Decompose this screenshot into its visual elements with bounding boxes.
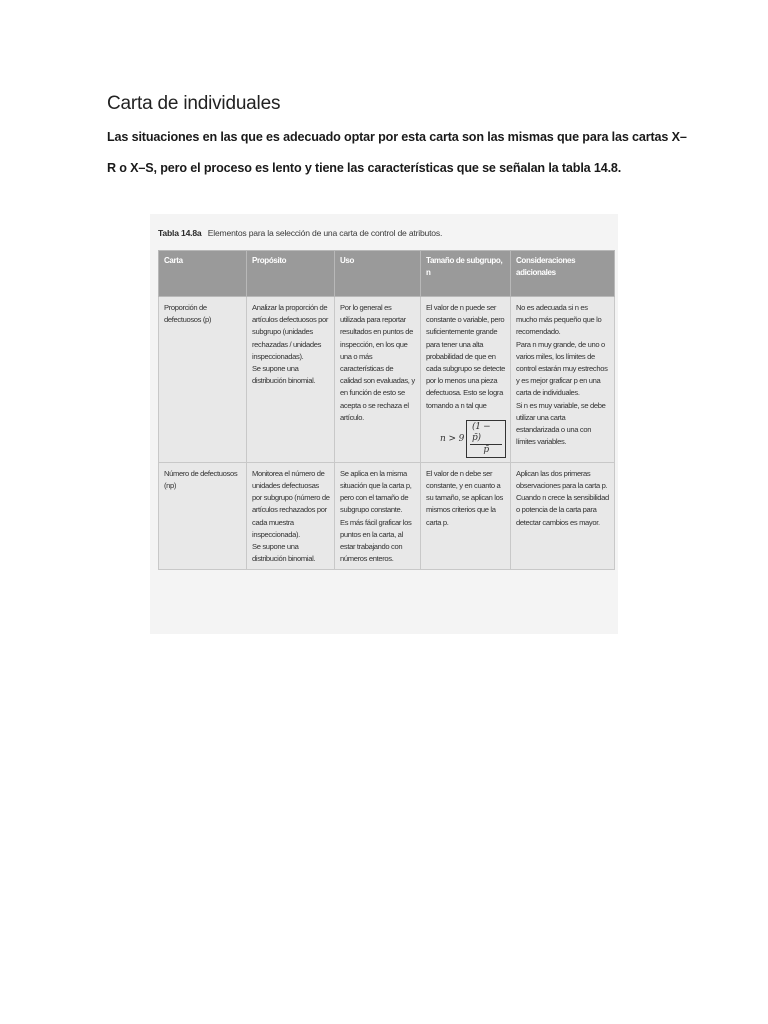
table-header-row bbox=[159, 251, 615, 297]
cell-text: Por lo general es utilizada para reportar resultados en puntos de inspección, en los que una o más características de calidad son evaluadas, y en función de esto se acepta o se rechaza el artículo. bbox=[340, 303, 415, 422]
cell-text: Proporción de defectuosos (p) bbox=[164, 303, 212, 325]
formula-lhs: n bbox=[440, 433, 446, 444]
table-row-p-chart bbox=[159, 297, 615, 463]
table-caption bbox=[158, 228, 610, 238]
cell-text: Analizar la proporción de artículos defectuosos por subgrupo (unidades rechazadas / unidades inspeccionadas). bbox=[252, 303, 329, 361]
cell-carta-p bbox=[159, 297, 247, 463]
page-heading: Carta de individuales bbox=[107, 93, 281, 114]
intro-line-1: Las situaciones en las que es adecuado optar por esta carta son las mismas que para las cartas X– bbox=[107, 130, 687, 144]
cell-consideraciones-p bbox=[511, 297, 615, 463]
cell-text: Número de defectuosos (np) bbox=[164, 468, 238, 491]
table-figure bbox=[150, 214, 618, 634]
cell-carta-np bbox=[159, 462, 247, 570]
cell-proposito-np bbox=[247, 462, 335, 570]
formula-coefficient: 9 bbox=[458, 433, 465, 444]
cell-text: Se supone una distribución binomial. bbox=[252, 364, 316, 386]
cell-tamano-np bbox=[421, 462, 511, 570]
cell-proposito-p bbox=[247, 297, 335, 463]
table-row-np-chart bbox=[159, 462, 615, 570]
cell-text: Aplican las dos primeras observaciones para la carta p. bbox=[516, 468, 608, 491]
formula-numerator: (1 − p̄) bbox=[470, 422, 502, 445]
formula-denominator: p̄ bbox=[483, 444, 489, 455]
intro-line-2: R o X–S, pero el proceso es lento y tiene las características que se señalan la tabla 14.8. bbox=[107, 161, 622, 175]
header-proposito: Propósito bbox=[247, 251, 335, 297]
cell-text: Se supone una distribución binomial. bbox=[252, 542, 316, 564]
header-consideraciones: Consideraciones adicionales bbox=[511, 251, 615, 297]
table-caption-label: Tabla 14.8a bbox=[158, 228, 202, 238]
formula-bracket bbox=[466, 420, 506, 458]
cell-text: Se aplica en la misma situación que la carta p, pero con el tamaño de subgrupo constante. bbox=[340, 468, 412, 515]
cell-text: No es adecuada si n es mucho más pequeño que lo recomendado. bbox=[516, 303, 602, 337]
cell-uso-np bbox=[335, 462, 421, 570]
header-tamano-subgrupo: Tamaño de subgrupo, n bbox=[421, 251, 511, 297]
cell-text: El valor de n debe ser constante, y en cuanto a su tamaño, se aplican los mismos criterios que la carta p. bbox=[426, 468, 503, 527]
cell-text: Si n es muy variable, se debe utilizar una carta estandarizada o una con límites variables. bbox=[516, 400, 606, 447]
cell-text: Para n muy grande, de uno o varios miles, los límites de control estarán muy estrechos y es mejor graficar p en una carta de individuales. bbox=[516, 339, 608, 398]
cell-text: El valor de n puede ser constante o variable, pero suficientemente grande para tener una alta probabilidad de que en cada subgrupo se detecte por lo menos una pieza defectuosa. Esto se logra tomando a n tal que bbox=[426, 303, 505, 410]
header-carta: Carta bbox=[159, 251, 247, 297]
cell-consideraciones-np bbox=[511, 462, 615, 570]
header-uso: Uso bbox=[335, 251, 421, 297]
cell-text: Cuando n crece la sensibilidad o potencia de la carta para detectar cambios es mayor. bbox=[516, 493, 609, 527]
attribute-chart-table bbox=[158, 250, 615, 570]
table-caption-text: Elementos para la selección de una carta de control de atributos. bbox=[207, 228, 443, 238]
cell-text: Monitorea el número de unidades defectuosas por subgrupo (número de artículos rechazados por cada muestra inspeccionada). bbox=[252, 468, 330, 539]
cell-text: Es más fácil graficar los puntos en la carta, al estar trabajando con números enteros. bbox=[340, 517, 412, 564]
formula-operator: > bbox=[448, 433, 456, 444]
sample-size-formula bbox=[440, 420, 506, 458]
cell-uso-p bbox=[335, 297, 421, 463]
formula-fraction bbox=[470, 422, 502, 456]
cell-tamano-p bbox=[421, 297, 511, 463]
